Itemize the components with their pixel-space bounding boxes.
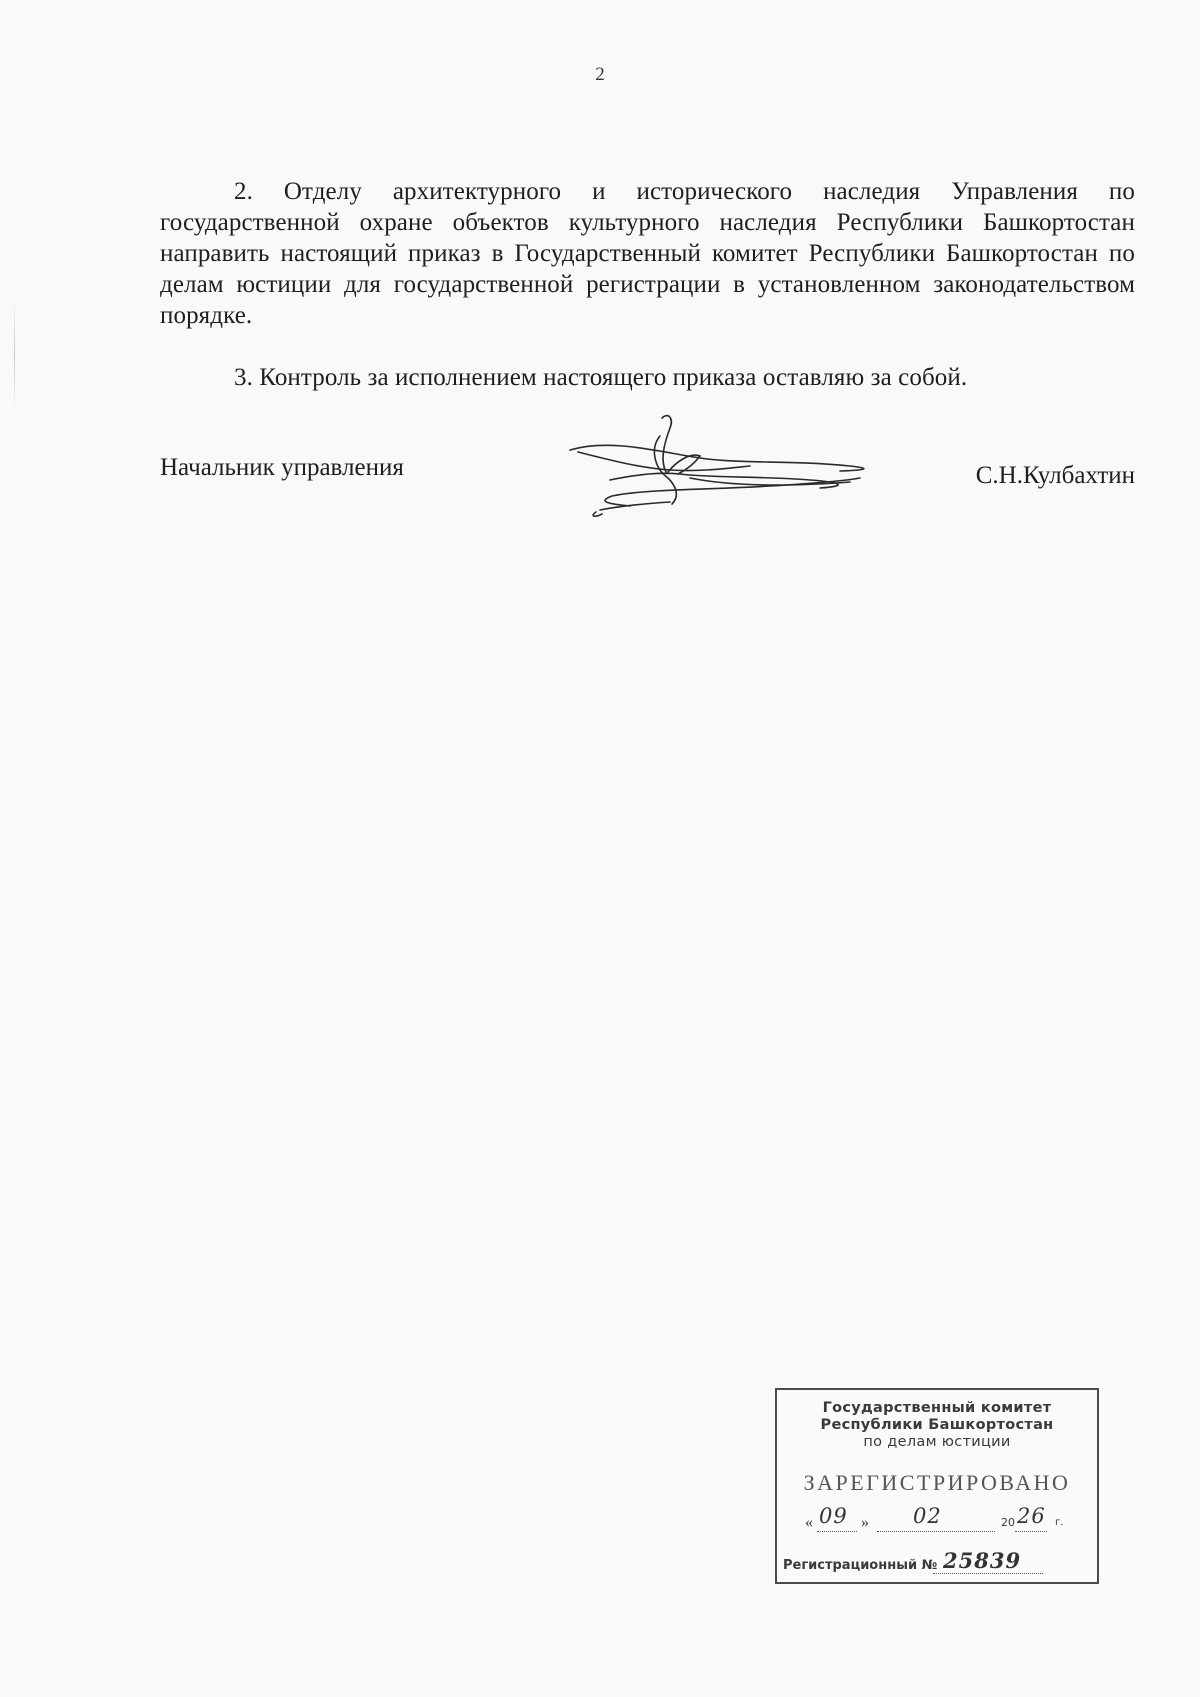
date-quote-open: « — [805, 1514, 813, 1531]
year-underline — [1015, 1530, 1047, 1532]
date-year-prefix: 20 — [1001, 1516, 1015, 1529]
date-year-unit: г. — [1055, 1517, 1064, 1528]
paragraph-3: 3. Контроль за исполнением настоящего приказа оставляю за собой. — [234, 364, 968, 391]
stamp-organization — [777, 1400, 1097, 1451]
document-body — [160, 176, 1135, 393]
stamp-status: ЗАРЕГИСТРИРОВАНО — [803, 1470, 1071, 1495]
scan-edge-artifact — [14, 300, 15, 410]
signature-block — [160, 448, 1135, 528]
registration-stamp — [775, 1388, 1099, 1584]
signatory-name: С.Н.Кулбахтин — [975, 462, 1135, 489]
signatory-title: Начальник управления — [160, 454, 404, 481]
day-underline — [817, 1530, 857, 1532]
stamp-org-line: Республики Башкортостан — [820, 1417, 1054, 1433]
date-quote-close: » — [861, 1514, 869, 1531]
stamp-org-line: по делам юстиции — [863, 1434, 1011, 1450]
stamp-org-line: Государственный комитет — [822, 1400, 1052, 1416]
date-day: 09 — [819, 1504, 848, 1528]
handwritten-signature — [550, 408, 890, 528]
reg-number-underline — [933, 1572, 1043, 1574]
reg-number-value: 25839 — [943, 1548, 1022, 1573]
date-year-suffix: 26 — [1017, 1504, 1046, 1528]
stamp-date — [801, 1504, 1085, 1536]
page-number: 2 — [595, 64, 605, 85]
paragraph-2: 2. Отделу архитектурного и исторического наследия Управления по государственной охране объектов культурного наследия Республики Башкортостан направить настоящий приказ в Государственный комитет Республики Башкортостан по делам юстиции для государственной регистрации в установленном законодательством порядке. — [160, 178, 1135, 329]
month-underline — [877, 1530, 995, 1532]
reg-number-label: Регистрационный № — [783, 1558, 938, 1573]
date-month: 02 — [913, 1504, 942, 1528]
stamp-registration-number — [783, 1550, 1089, 1578]
